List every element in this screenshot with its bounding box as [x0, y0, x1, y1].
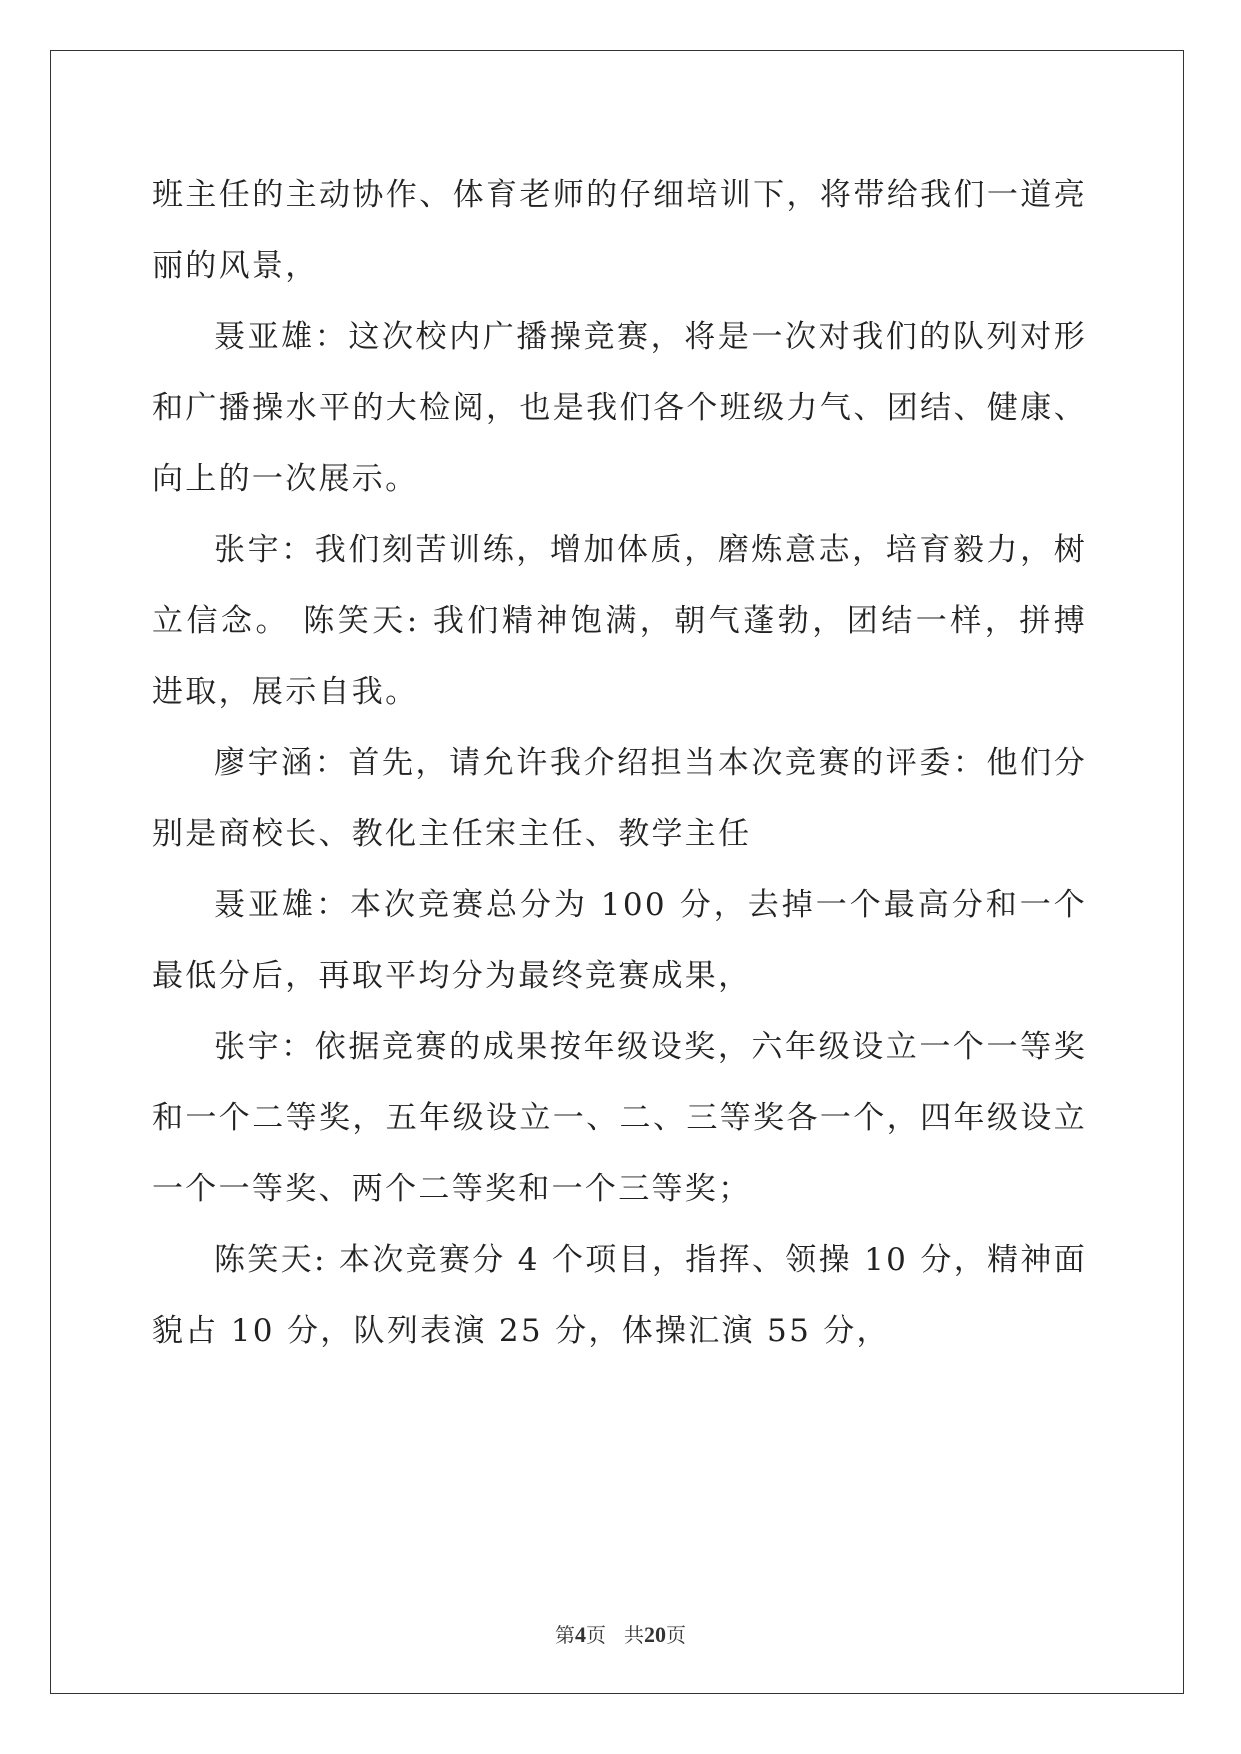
paragraph-3: 张宇：我们刻苦训练，增加体质，磨炼意志，培育毅力，树立信念。 陈笑天: 我们精神饱满，朝气蓬勃，团结一样，拼搏进取，展示自我。	[152, 532, 1087, 710]
paragraph-2: 聂亚雄：这次校内广播操竞赛，将是一次对我们的队列对形和广播操水平的大检阅，也是我们各个班级力气、团结、健康、向上的一次展示。	[152, 319, 1087, 497]
document-body	[152, 160, 1087, 1367]
paragraph-1: 班主任的主动协作、体育老师的仔细培训下，将带给我们一道亮丽的风景，	[152, 177, 1087, 284]
paragraph-7: 陈笑天: 本次竞赛分 4 个项目，指挥、领操 10 分，精神面貌占 10 分，队列表演 25 分，体操汇演 55 分，	[152, 1242, 1087, 1349]
paragraph-6: 张宇：依据竞赛的成果按年级设奖，六年级设立一个一等奖和一个二等奖，五年级设立一、二、三等奖各一个，四年级设立一个一等奖、两个二等奖和一个三等奖；	[152, 1029, 1087, 1207]
page-footer	[0, 1619, 1241, 1648]
page-prefix: 第	[555, 1623, 575, 1647]
total-suffix: 页	[666, 1623, 686, 1647]
paragraph-5: 聂亚雄：本次竞赛总分为 100 分，去掉一个最高分和一个最低分后，再取平均分为最终竞赛成果，	[152, 887, 1087, 994]
total-prefix: 共	[624, 1623, 644, 1647]
page-suffix: 页	[586, 1623, 606, 1647]
paragraph-4: 廖宇涵：首先，请允许我介绍担当本次竞赛的评委：他们分别是商校长、教化主任宋主任、教学主任	[152, 745, 1087, 852]
total-pages: 20	[644, 1622, 666, 1647]
page-number: 4	[575, 1622, 586, 1647]
